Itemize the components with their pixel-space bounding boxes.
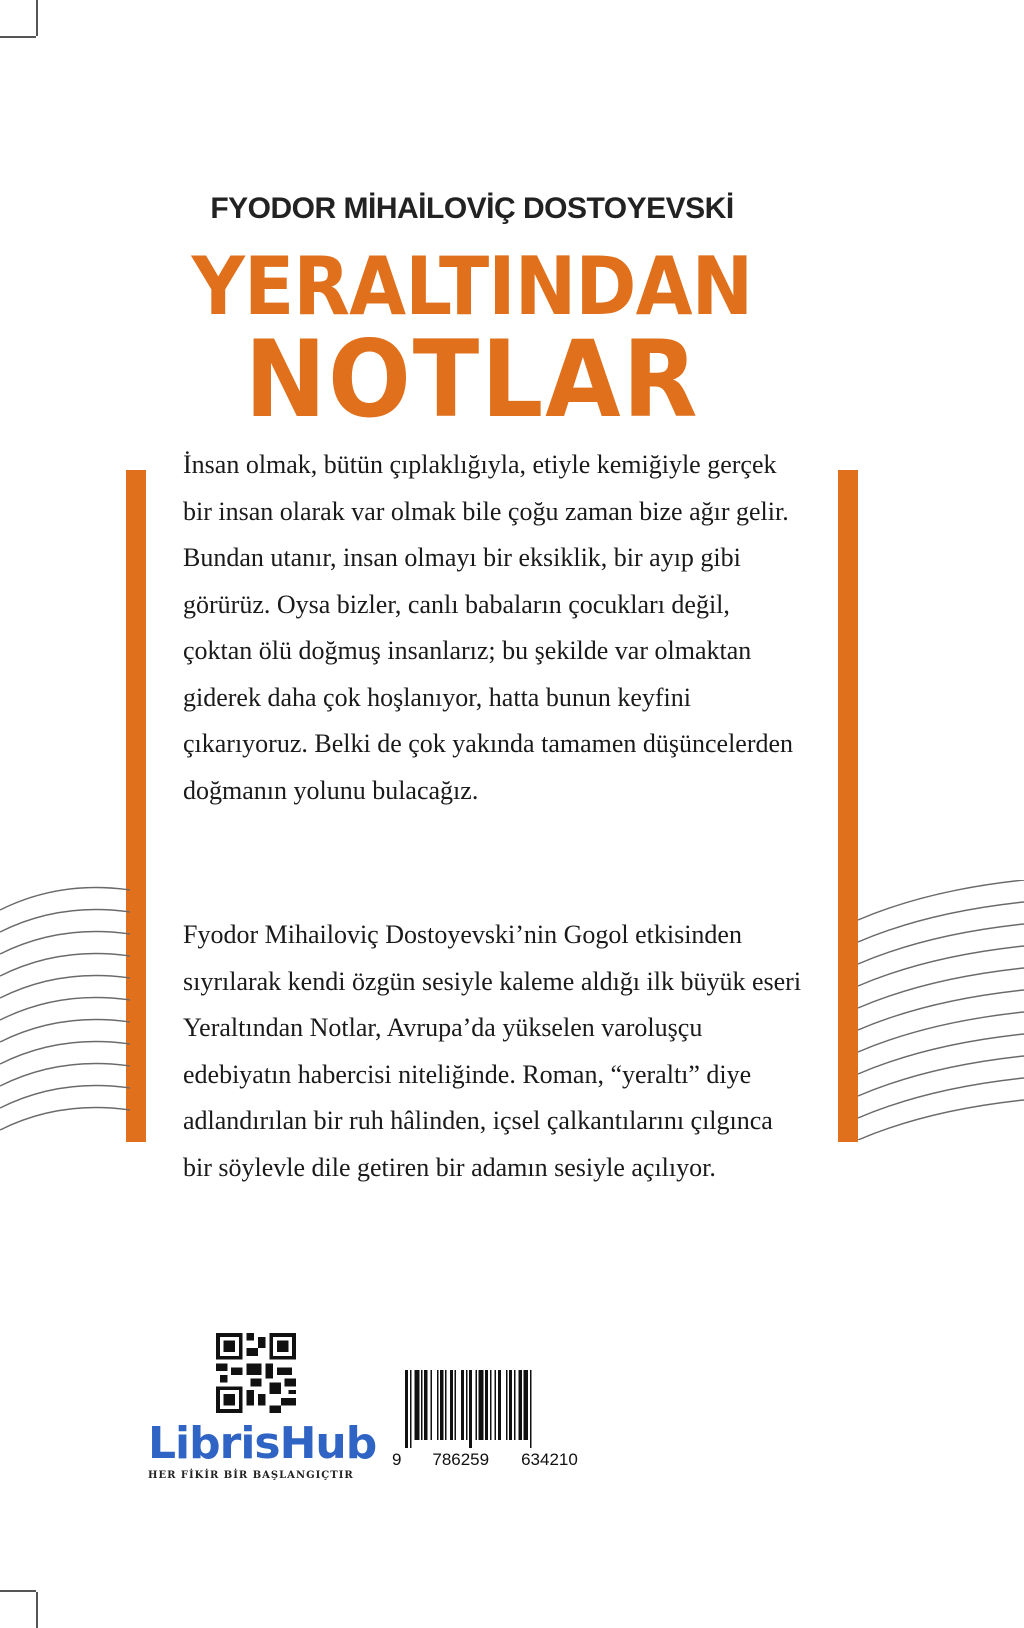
author-name: FYODOR MİHAİLOVİÇ DOSTOYEVSKİ — [210, 192, 734, 225]
right-wave-lines — [858, 880, 1024, 1140]
crop-mark-bottom-left — [0, 1590, 36, 1592]
left-wave-lines — [0, 880, 130, 1140]
crop-mark-bottom — [36, 1592, 38, 1628]
publisher-logo: LibrisHub — [148, 1418, 377, 1469]
barcode-icon — [405, 1370, 581, 1448]
isbn-prefix: 9 — [392, 1450, 402, 1469]
isbn-number — [392, 1450, 592, 1470]
blurb-paragraph-1: İnsan olmak, bütün çıplaklığıyla, etiyle kemiğiyle gerçek bir insan olarak var olmak bile çoğu zaman bize ağır gelir. Bundan utanır, insan olmayı bir eksiklik, bir ayıp gibi görürüz. Oysa bizler, canlı babaların çocukları değil, çoktan ölü doğmuş insanlarız; bu şekilde var olmaktan giderek daha çok hoşlanıyor, hatta bunun keyfini çıkarıyoruz. Belki de çok yakında tamamen düşüncelerden doğmanın yolunu bulacağız. — [183, 450, 794, 805]
title-line-1: YERALTINDAN — [191, 240, 753, 333]
crop-mark-top — [36, 0, 38, 36]
right-accent-bar — [838, 470, 858, 1142]
qr-code-icon — [216, 1333, 296, 1413]
isbn-group-1: 786259 — [432, 1450, 490, 1469]
title-line-2: NOTLAR — [244, 318, 700, 441]
isbn-group-2: 634210 — [521, 1450, 578, 1469]
blurb-paragraph-2: Fyodor Mihailoviç Dostoyevski’nin Gogol etkisinden sıyrılarak kendi özgün sesiyle kaleme aldığı ilk büyük eseri Yeraltından Notlar, Avrupa’da yükselen varoluşçu edebiyatın habercisi niteliğinde. Roman, “yeraltı” diye adlandırılan bir ruh hâlinden, içsel çalkantılarını çılgınca bir söylevle dile getiren bir adamın sesiyle açılıyor. — [183, 920, 802, 1182]
crop-mark-top-left — [0, 36, 36, 38]
publisher-slogan: HER FİKİR BİR BAŞLANGIÇTIR — [148, 1470, 354, 1481]
